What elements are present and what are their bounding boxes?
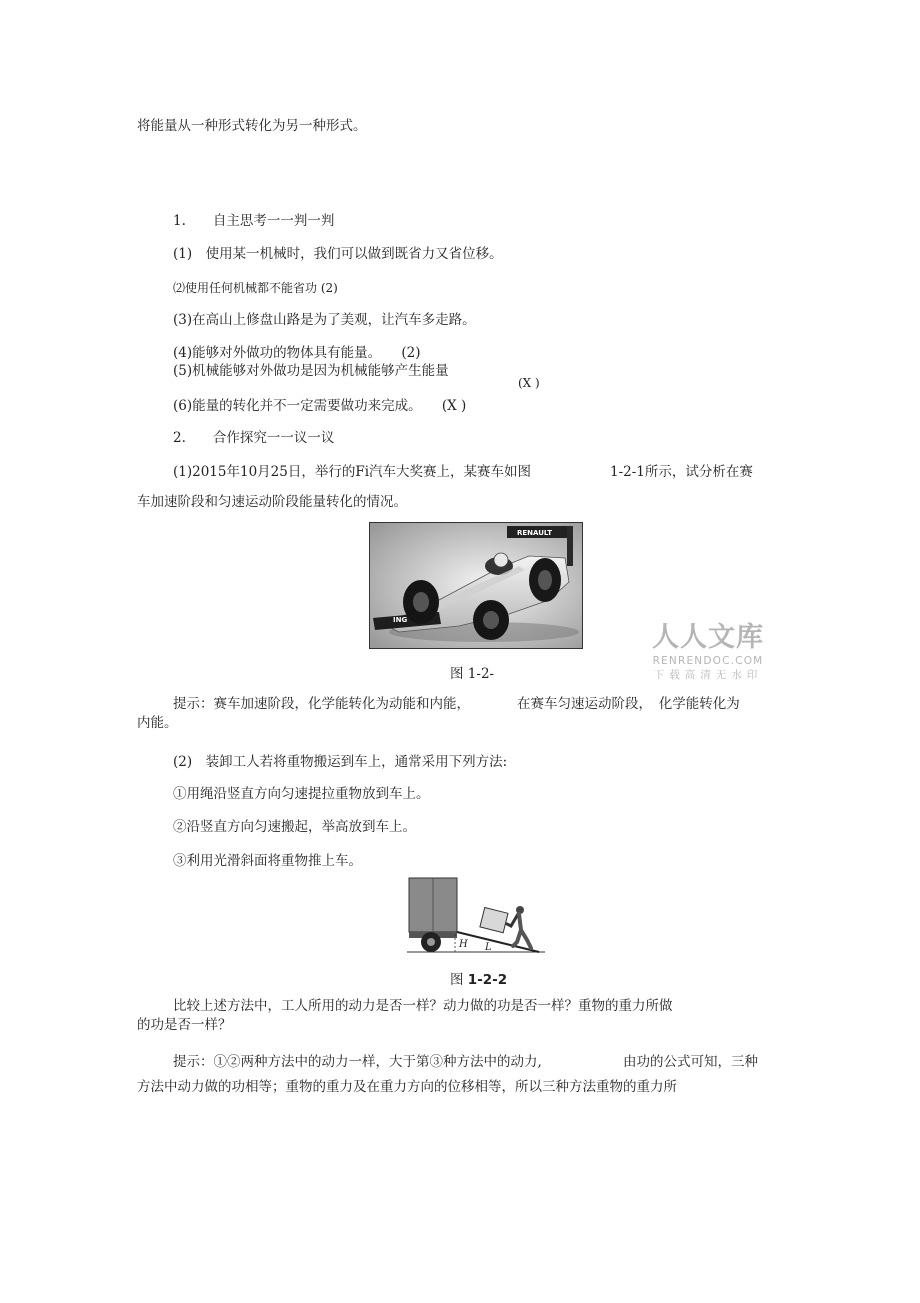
intro-text: 将能量从一种形式转化为另一种形式。 — [137, 118, 367, 134]
figure2-caption — [450, 971, 507, 989]
judge-item-6: (6)能量的转化并不一定需要做功来完成。 (X ) — [173, 398, 467, 414]
figure2-caption-prefix: 图 — [450, 972, 468, 988]
question2-line: (2) 装卸工人若将重物搬运到车上，通常采用下列方法: — [173, 754, 508, 770]
method-2: ②沿竖直方向匀速搬起，举高放到车上。 — [173, 819, 416, 835]
watermark-subtitle: 下载高清无水印 — [653, 669, 763, 681]
judge-item-2: ⑵使用任何机械都不能省功 (2) — [173, 281, 338, 295]
question1-line1b: 1-2-1所示，试分析在赛 — [610, 464, 753, 480]
watermark-title: 人人文库 — [652, 622, 764, 653]
label-length: L — [485, 942, 492, 953]
watermark — [638, 622, 778, 682]
compare-line2: 的功是否一样？ — [137, 1017, 232, 1033]
method-3: ③利用光滑斜面将重物推上车。 — [173, 853, 362, 869]
compare-line1: 比较上述方法中，工人所用的动力是否一样？动力做的功是否一样？重物的重力所做 — [173, 998, 673, 1014]
truck-ramp-figure — [407, 876, 547, 956]
ing-logo: ING — [393, 616, 408, 624]
label-height: H — [459, 939, 468, 950]
method-1: ①用绳沿竖直方向匀速提拉重物放到车上。 — [173, 786, 430, 802]
watermark-url: RENRENDOC.COM — [652, 655, 764, 667]
race-car-illustration — [369, 522, 583, 649]
figure2-caption-number: 1-2-2 — [467, 972, 508, 988]
judge-item-1: (1) 使用某一机械时，我们可以做到既省力又省位移。 — [173, 246, 503, 262]
hint2-part3: 方法中动力做的功相等；重物的重力及在重力方向的位移相等，所以三种方法重物的重力所 — [137, 1079, 677, 1095]
judge-item-3: (3)在高山上修盘山路是为了美观，让汽车多走路。 — [173, 312, 476, 328]
judge-item-5: (5)机械能够对外做功是因为机械能够产生能量 — [173, 363, 449, 379]
hint1-part3: 内能。 — [137, 715, 178, 731]
race-car-photo — [369, 522, 583, 649]
hint1-part2: 在赛车匀速运动阶段， 化学能转化为 — [517, 696, 740, 712]
section1-heading: 1. 自主思考一一判一判 — [173, 213, 335, 229]
truck-ramp-illustration — [407, 876, 547, 956]
judge-item-4: (4)能够对外做功的物体具有能量。 (2) — [173, 345, 421, 361]
hint2-part2: 由功的公式可知，三种 — [623, 1054, 758, 1070]
judge-item-5-mark: (X ) — [518, 376, 540, 390]
renault-logo: RENAULT — [517, 529, 552, 537]
hint1-part1: 提示：赛车加速阶段，化学能转化为动能和内能， — [173, 696, 470, 712]
question1-line1a: (1)2015年10月25日，举行的Fi汽车大奖赛上，某赛车如图 — [173, 464, 532, 480]
hint2-part1: 提示：①②两种方法中的动力一样，大于第③种方法中的动力, — [173, 1054, 542, 1070]
question1-line2: 车加速阶段和匀速运动阶段能量转化的情况。 — [137, 494, 407, 510]
figure1-caption: 图 1-2- — [450, 666, 495, 682]
section2-heading: 2. 合作探究一一议一议 — [173, 430, 335, 446]
